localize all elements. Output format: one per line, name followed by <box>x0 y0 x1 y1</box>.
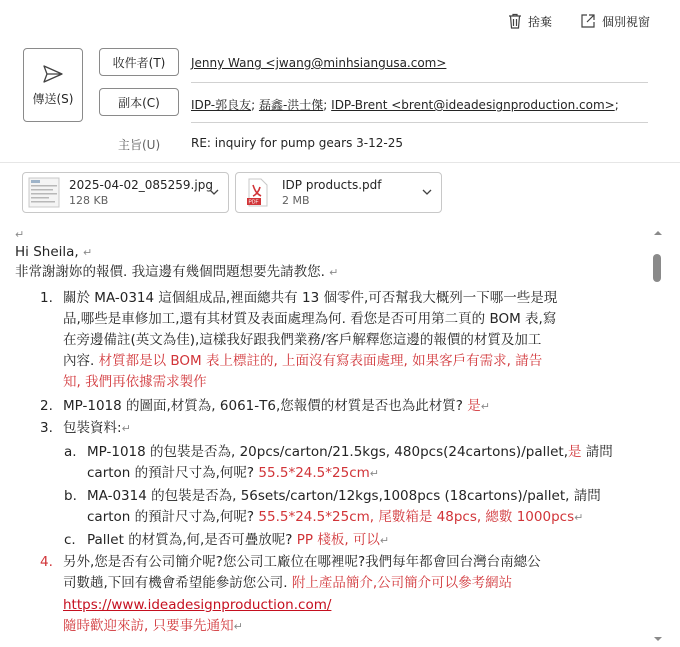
cc-trailing: ; <box>614 98 619 112</box>
send-icon <box>42 64 64 84</box>
send-button[interactable] <box>23 48 83 122</box>
item-1-line-1: 關於 MA-0314 這個組成品,裡面總共有 13 個零件,可否幫我大概列一下哪一些是現 <box>63 290 558 306</box>
item-1-line-5: 知, 我們再依據需求製作 <box>63 374 207 390</box>
scrollbar-thumb[interactable] <box>653 254 661 282</box>
item-1-line-4: 內容. 材質都是以 BOM 表上標註的, 上面沒有寫表面處理, 如果客戶有需求, 請告 <box>63 353 543 369</box>
attachment-name: 2025-04-02_085259.jpg <box>69 178 213 192</box>
discard-button[interactable] <box>508 11 552 31</box>
popout-label: 個別視窗 <box>602 14 651 29</box>
item-1-number: 1. <box>40 290 53 306</box>
to-underline <box>191 82 648 83</box>
trash-icon <box>508 13 522 29</box>
popout-icon <box>580 13 596 29</box>
item-4-link[interactable] <box>63 595 331 615</box>
item-4-line-4: 隨時歡迎來訪, 只要事先通知↵ <box>63 618 243 634</box>
subject-input[interactable]: RE: inquiry for pump gears 3-12-25 <box>191 136 403 150</box>
cc-recipient-1[interactable]: IDP-郭良友 <box>191 98 252 112</box>
item-3c-letter: c. <box>64 532 76 548</box>
top-toolbar <box>0 0 680 40</box>
chevron-down-icon[interactable] <box>208 186 220 198</box>
to-button[interactable]: 收件者(T) <box>99 48 179 76</box>
cc-sep-2: ; <box>323 98 332 112</box>
item-4-number: 4. <box>40 554 53 570</box>
item-3-number: 3. <box>40 420 53 436</box>
attachment-size: 2 MB <box>282 194 310 207</box>
pdf-file-icon <box>241 177 273 208</box>
scroll-up-icon[interactable] <box>652 228 664 238</box>
item-3b-line-1: MA-0314 的包裝是否為, 56sets/carton/12kgs,1008pcs (18cartons)/pallet, 請問 <box>87 488 601 504</box>
cc-sep-1: ; <box>251 98 259 112</box>
send-label: 傳送(S) <box>32 91 74 106</box>
attachment-image[interactable] <box>22 172 229 213</box>
item-3a-line-2: carton 的預計尺寸為,何呢? 55.5*24.5*25cm↵ <box>87 465 379 481</box>
message-body[interactable] <box>0 222 648 647</box>
item-3c-line: Pallet 的材質為,何,是否可疊放呢? PP 棧板, 可以↵ <box>87 532 390 548</box>
item-1-line-2: 品,哪些是車修加工,還有其材質及表面處理為何. 看您是否可用第二頁的 BOM 表,寫 <box>63 311 557 327</box>
greeting: Hi Sheila, ↵ <box>15 244 93 260</box>
item-3-line: 包裝資料:↵ <box>63 420 131 436</box>
header-divider <box>0 162 680 163</box>
item-2-line: MP-1018 的圖面,材質為, 6061-T6,您報價的材質是否也為此材質? 是↵ <box>63 398 490 414</box>
cc-underline <box>191 122 648 123</box>
cc-button[interactable]: 副本(C) <box>99 88 179 116</box>
image-file-icon <box>28 177 60 208</box>
cc-recipient-2[interactable]: 磊鑫-洪士傑 <box>258 98 324 112</box>
item-3b-letter: b. <box>64 488 77 504</box>
intro-line: 非常謝謝妳的報價. 我這邊有幾個問題想要先請教您. ↵ <box>15 264 339 280</box>
to-recipient[interactable]: Jenny Wang <jwang@minhsiangusa.com> <box>191 56 447 70</box>
attachment-size: 128 KB <box>69 194 109 207</box>
discard-label: 捨棄 <box>528 14 553 29</box>
para-mark: ↵ <box>15 228 25 241</box>
attachment-pdf[interactable] <box>235 172 442 213</box>
popout-button[interactable] <box>580 11 650 31</box>
chevron-down-icon[interactable] <box>421 186 433 198</box>
item-4-line-1: 另外,您是否有公司簡介呢?您公司工廠位在哪裡呢?我們每年都會回台灣台南總公 <box>63 554 541 570</box>
item-1-line-3: 在旁邊備註(英文為佳),這樣我好跟我們業務/客戶解釋您這邊的報價的材質及加工 <box>63 332 542 348</box>
item-4-line-2: 司數趟,下回有機會希望能參訪您公司. 附上產品簡介,公司簡介可以參考網站 <box>63 575 513 591</box>
item-2-number: 2. <box>40 398 53 414</box>
website-link[interactable]: https://www.ideadesignproduction.com/ <box>63 597 332 613</box>
scrollbar[interactable] <box>652 224 664 647</box>
attachment-name: IDP products.pdf <box>282 178 382 192</box>
item-3b-line-2: carton 的預計尺寸為,何呢? 55.5*24.5*25cm, 尾數箱是 48pcs, 總數 1000pcs↵ <box>87 509 584 525</box>
cc-field[interactable] <box>191 96 619 113</box>
item-3a-line-1: MP-1018 的包裝是否為, 20pcs/carton/21.5kgs, 480pcs(24cartons)/pallet,是 請問 <box>87 444 613 460</box>
svg-text:PDF: PDF <box>248 199 259 206</box>
subject-label: 主旨(U) <box>118 138 161 152</box>
item-3a-letter: a. <box>64 444 77 460</box>
scroll-down-icon[interactable] <box>652 634 664 644</box>
to-field[interactable] <box>191 56 446 70</box>
cc-recipient-3[interactable]: IDP-Brent <brent@ideadesignproduction.com> <box>331 98 615 112</box>
